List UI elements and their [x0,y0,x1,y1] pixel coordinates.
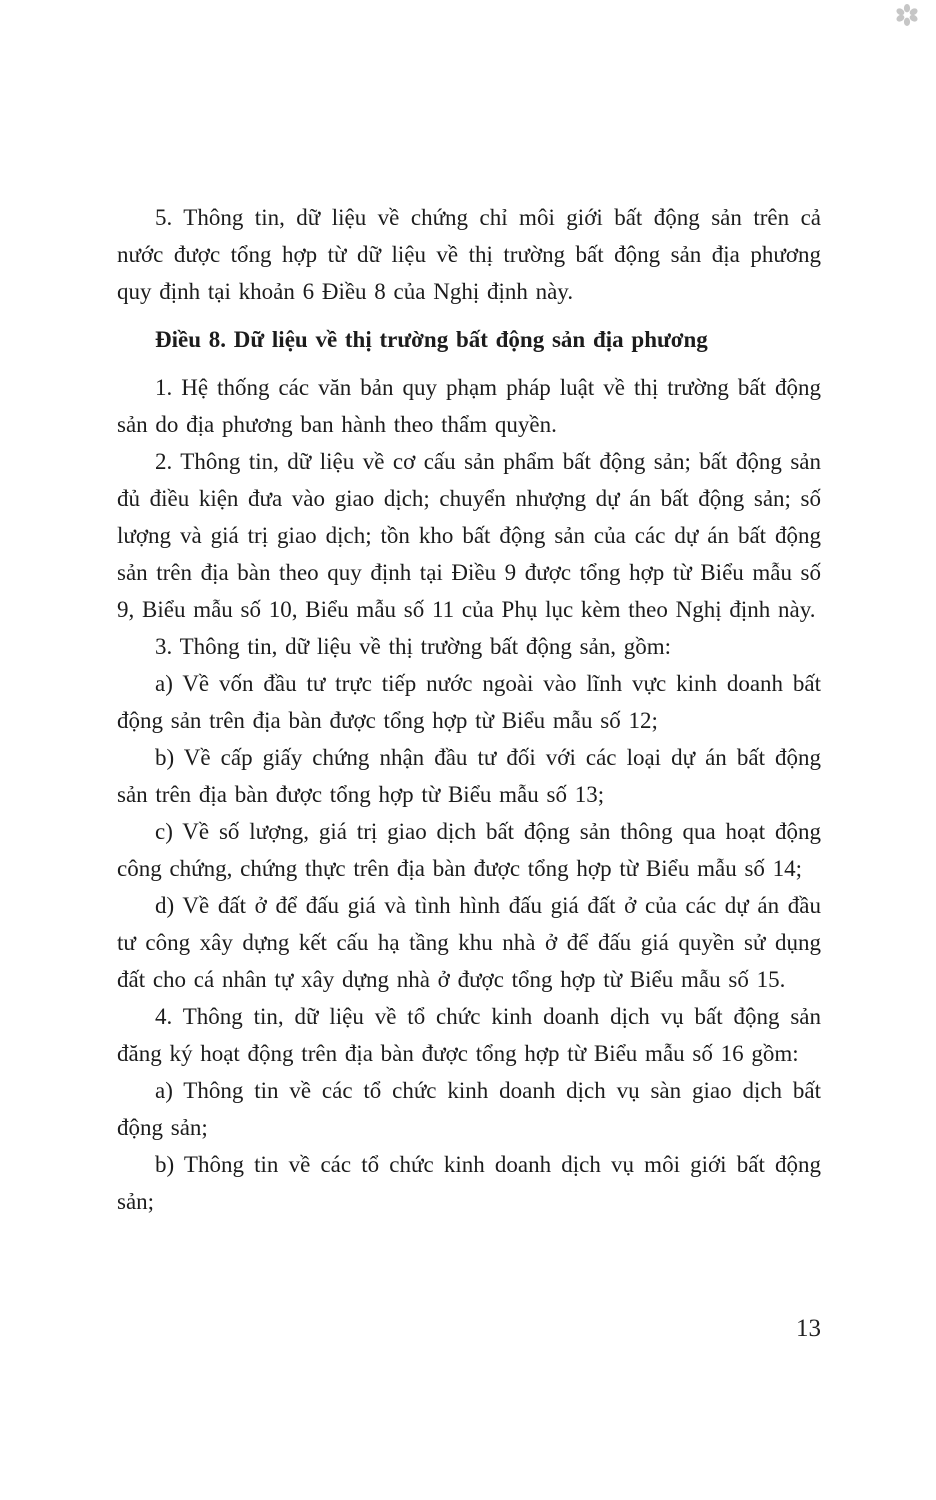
paragraph: b) Thông tin về các tổ chức kinh doanh dịch vụ môi giới bất động sản; [117,1152,821,1214]
paragraph: c) Về số lượng, giá trị giao dịch bất động sản thông qua hoạt động công chứng, chứng thực trên địa bàn được tổng hợp từ Biểu mẫu số 14; [117,819,821,881]
paragraph: 4. Thông tin, dữ liệu về tổ chức kinh doanh dịch vụ bất động sản đăng ký hoạt động trên địa bàn được tổng hợp từ Biểu mẫu số 16 gồm: [117,1004,821,1066]
section-heading: Điều 8. Dữ liệu về thị trường bất động sản địa phương [155,327,708,352]
paragraph: a) Thông tin về các tổ chức kinh doanh dịch vụ sàn giao dịch bất động sản; [117,1078,821,1140]
paragraph: 3. Thông tin, dữ liệu về thị trường bất động sản, gồm: [155,634,672,659]
paragraph: b) Về cấp giấy chứng nhận đầu tư đối với các loại dự án bất động sản trên địa bàn được tổng hợp từ Biểu mẫu số 13; [117,745,821,807]
paragraph: a) Về vốn đầu tư trực tiếp nước ngoài vào lĩnh vực kinh doanh bất động sản trên địa bàn được tổng hợp từ Biểu mẫu số 12; [117,671,821,733]
document-body [117,199,821,1220]
page-number: 13 [796,1315,821,1342]
flower-ornament-icon [895,3,919,27]
paragraph: 5. Thông tin, dữ liệu về chứng chỉ môi giới bất động sản trên cả nước được tổng hợp từ dữ liệu về thị trường bất động sản địa phương quy định tại khoản 6 Điều 8 của Nghị định này. [117,205,821,304]
paragraph: 1. Hệ thống các văn bản quy phạm pháp luật về thị trường bất động sản do địa phương ban hành theo thẩm quyền. [117,375,821,437]
paragraph: 2. Thông tin, dữ liệu về cơ cấu sản phẩm bất động sản; bất động sản đủ điều kiện đưa vào giao dịch; chuyển nhượng dự án bất động sản; số lượng và giá trị giao dịch; tồn kho bất động sản của các dự án bất động sản trên địa bàn theo quy định tại Điều 9 được tổng hợp từ Biểu mẫu số 9, Biểu mẫu số 10, Biểu mẫu số 11 của Phụ lục kèm theo Nghị định này. [117,449,821,622]
paragraph: d) Về đất ở để đấu giá và tình hình đấu giá đất ở của các dự án đầu tư công xây dựng kết cấu hạ tầng khu nhà ở để đấu giá quyền sử dụng đất cho cá nhân tự xây dựng nhà ở được tổng hợp từ Biểu mẫu số 15. [117,893,821,992]
